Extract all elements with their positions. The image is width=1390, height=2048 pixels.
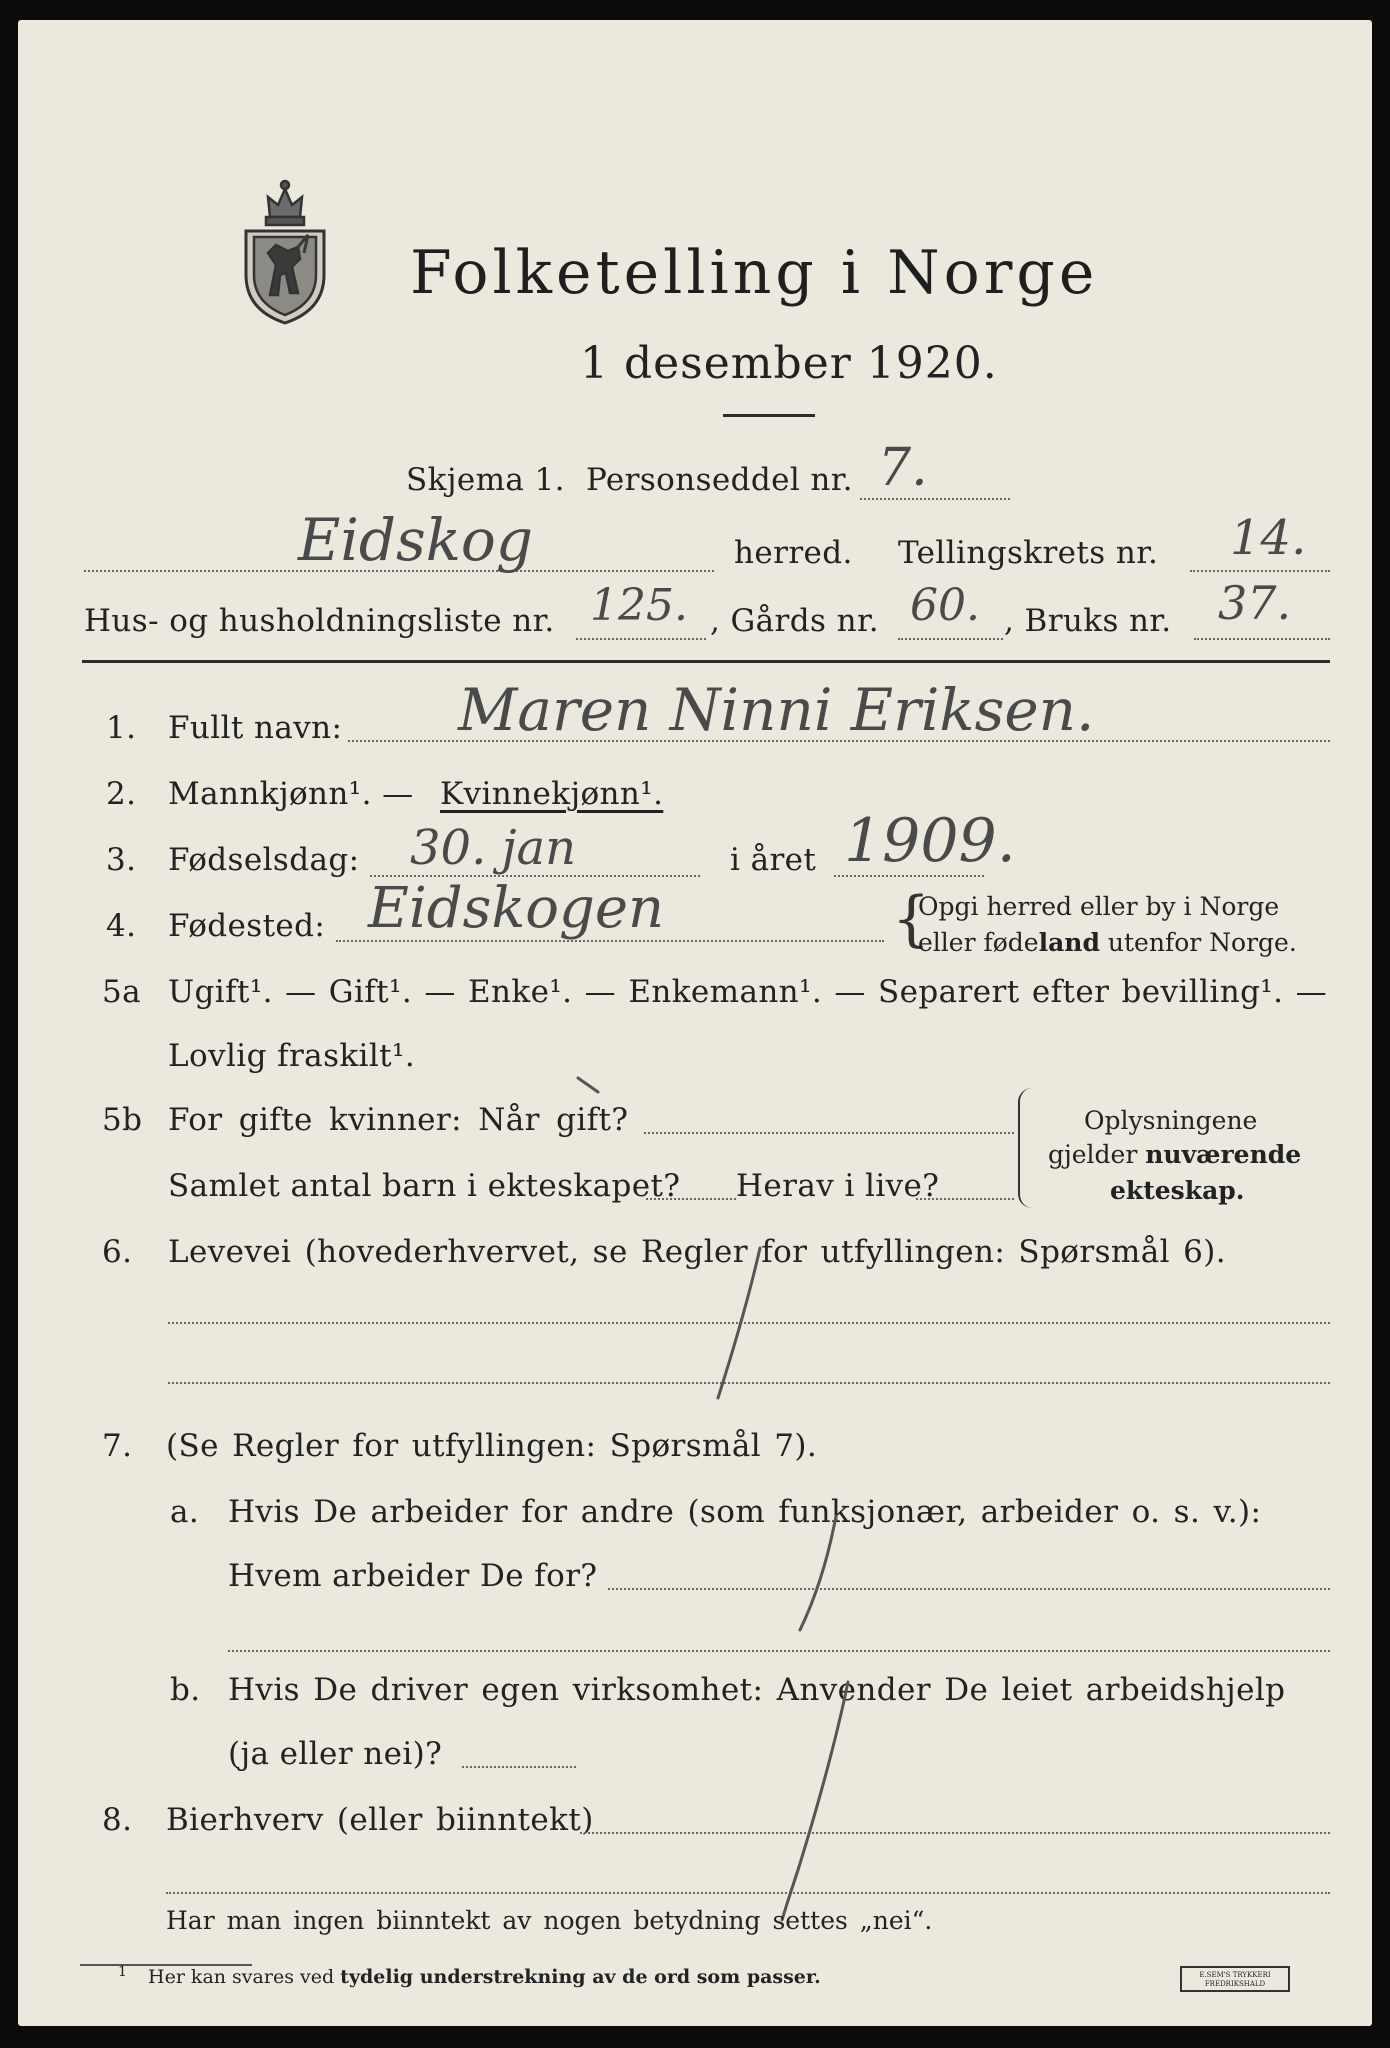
- q5b-line1: For gifte kvinner: Når gift?: [168, 1102, 629, 1138]
- herred-value[interactable]: Eidskog: [298, 506, 533, 574]
- printer-town: FREDRIKSHALD: [1204, 1980, 1266, 1988]
- q8-label: Bierhverv (eller biinntekt): [166, 1802, 594, 1838]
- q5b-alive-label: Herav i live?: [736, 1168, 940, 1204]
- full-name-value[interactable]: Maren Ninni Eriksen.: [458, 676, 1095, 744]
- q7b-letter: b.: [170, 1672, 201, 1708]
- personseddel-label: Personseddel nr.: [586, 462, 853, 498]
- q1-label: Fullt navn:: [168, 710, 343, 746]
- q7-label: (Se Regler for utfyllingen: Spørsmål 7).: [166, 1428, 818, 1464]
- q6-label: Levevei (hovederhvervet, se Regler for utfyllingen: Spørsmål 6).: [168, 1234, 1227, 1270]
- q2-male-option[interactable]: Mannkjønn¹. —: [168, 776, 414, 812]
- q8-number: 8.: [102, 1802, 133, 1838]
- gards-label: , Gårds nr.: [710, 603, 880, 639]
- q5b-children-label: Samlet antal barn i ekteskapet?: [168, 1168, 681, 1204]
- q5b-note-line2: gjelder nuværende: [1048, 1140, 1302, 1169]
- birthday-value[interactable]: 30. jan: [410, 820, 577, 876]
- q4-note-line2: eller fødeland utenfor Norge.: [918, 928, 1297, 957]
- census-date: 1 desember 1920.: [580, 338, 998, 389]
- tellingskrets-value[interactable]: 14.: [1230, 510, 1307, 566]
- footnote-text: Her kan svares ved tydelig understrekning av de ord som passer.: [148, 1966, 821, 1988]
- q5a-options-line2[interactable]: Lovlig fraskilt¹.: [168, 1038, 416, 1074]
- q1-number: 1.: [106, 710, 137, 746]
- page-title: Folketelling i Norge: [410, 238, 1099, 308]
- q7a-letter: a.: [170, 1494, 200, 1530]
- birthplace-value[interactable]: Eidskogen: [368, 876, 665, 941]
- gards-value[interactable]: 60.: [910, 580, 980, 631]
- q5a-number: 5a: [102, 974, 142, 1010]
- q5a-options[interactable]: Ugift¹. — Gift¹. — Enke¹. — Enkemann¹. — Separert efter bevilling¹. —: [168, 974, 1328, 1010]
- q3-number: 3.: [106, 842, 137, 878]
- tellingskrets-label: Tellingskrets nr.: [898, 535, 1159, 571]
- personseddel-value[interactable]: 7.: [878, 438, 928, 498]
- q7b-line1: Hvis De driver egen virksomhet: Anvender De leiet arbeidshjelp: [228, 1672, 1286, 1708]
- q5b-number: 5b: [102, 1102, 143, 1138]
- printer-stamp: [1180, 1966, 1290, 1992]
- q2-female-option[interactable]: Kvinnekjønn¹.: [440, 776, 664, 812]
- footnote-number: 1: [118, 1964, 127, 1980]
- handwritten-strike-marks: [18, 20, 1372, 2026]
- printer-name: E.SEM'S TRYKKERI: [1199, 1971, 1271, 1979]
- q7a-line1: Hvis De arbeider for andre (som funksjonær, arbeider o. s. v.):: [228, 1494, 1262, 1530]
- bruks-label: , Bruks nr.: [1004, 603, 1172, 639]
- census-form-page: [18, 20, 1372, 2026]
- q4-note-brace: {: [892, 884, 931, 954]
- q4-number: 4.: [106, 908, 137, 944]
- bruks-value[interactable]: 37.: [1218, 576, 1292, 630]
- q6-number: 6.: [102, 1234, 133, 1270]
- q4-label: Fødested:: [168, 908, 326, 944]
- hus-label: Hus- og husholdningsliste nr.: [84, 603, 555, 639]
- schema-label: Skjema 1.: [406, 462, 565, 498]
- no-income-note: Har man ingen biinntekt av nogen betydning settes „nei“.: [166, 1906, 933, 1935]
- q5b-note-line3: ekteskap.: [1110, 1176, 1245, 1205]
- hus-value[interactable]: 125.: [590, 580, 688, 631]
- q3-year-label: i året: [730, 842, 817, 878]
- q4-note-line1: Opgi herred eller by i Norge: [918, 892, 1280, 921]
- herred-label: herred.: [734, 535, 853, 571]
- q7-number: 7.: [102, 1428, 133, 1464]
- q2-number: 2.: [106, 776, 137, 812]
- q5b-note-line1: Oplysningene: [1084, 1106, 1258, 1135]
- q3-label: Fødselsdag:: [168, 842, 360, 878]
- q7b-line2: (ja eller nei)?: [228, 1736, 443, 1772]
- birth-year-value[interactable]: 1909.: [844, 806, 1016, 876]
- q7a-line2: Hvem arbeider De for?: [228, 1558, 598, 1594]
